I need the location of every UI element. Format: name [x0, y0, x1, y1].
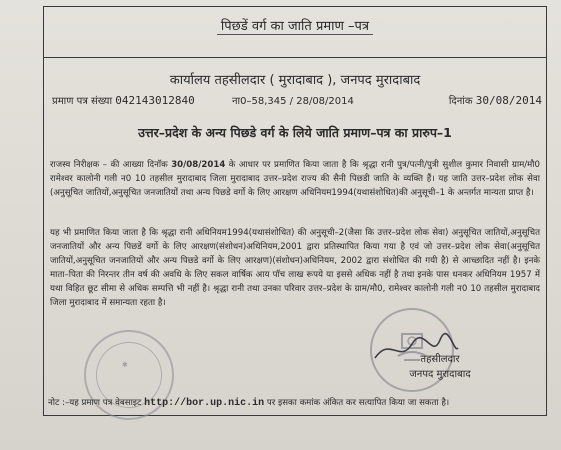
certificate-number: प्रमाण पत्र संख्या 042143012840 — [52, 94, 195, 107]
certificate-title: पिछडें वर्ग का जाति प्रमाण –पत्र — [43, 16, 547, 34]
verification-link[interactable]: http://bor.up.nic.in — [144, 398, 265, 409]
form-title: उत्तर–प्रदेश के अन्य पिछडे वर्ग के लिये जाति प्रमाण–पत्र का प्रारुप–1 — [138, 125, 452, 140]
issue-date: दिनांक 30/08/2014 — [448, 94, 542, 107]
title-box — [43, 6, 547, 58]
office-seal-stamp: ✱ — [71, 317, 186, 432]
signatory-district: जनपद मुरादाबाद — [409, 369, 471, 380]
paragraph-2: यह भी प्रमाणित किया जाता है कि श्रृद्धा रानी अधिनियम1994(यथासंशोधित) की अनुसूची–2(जैसा कि उत्तर–प्रदेश लोक सेवा) अनुसूचित जातियों,अनुसूचित जनजातियों और अन्य पिछडें वर्गो के लिए आरक्षण(संशोधन)अधिनियम,2001 द्वारा प्रतिस्थापित किया गया है एवं जो उत्तर–प्रदेश लोक सेवा(अनुसूचित जातियों,अनुसूचित जनजातियों और अन्य पिछडे वर्गो के लिए आरक्षण)(संशोधन)अधिनियम, 2002 द्वारा संशोधित की गयी है) से आच्छादित नहीं है। इनके माता–पिता की निरन्तर तीन वर्ष की अवधि के लिए सकल वार्षिक आय पॉच लाख रूपये या इससे अधिक नहीं है तथा इनके पास धनकर अधिनियम 1957 में यथा विहित छूट सीमा से अधिक सम्पत्ति भी नहीं है। श्रृद्धा रानी तथा उनका परिवार उत्तर–प्रदेश के ग्राम/मौ0, रामेश्वर कालोनी गली न0 10 तहसील मुरादाबाद जिला मुरादाबाद में समान्यता रहता है। — [50, 228, 540, 308]
register-number: ना0–58,345 / 28/08/2014 — [232, 96, 354, 107]
office-heading: कार्यालय तहसीलदार ( मुरादाबाद ), जनपद मुरादाबाद — [169, 73, 421, 88]
paragraph-1: राजस्व निरीक्षक – की आख्या दिनॉक 30/08/2014 के आधार पर प्रमाणित किया जाता है कि श्रृद्धा रानी पुत्र/पत्नी/पुत्री सुशील कुमार निवासी ग्राम/मौ0 रामेश्वर कालोनी गली न0 10 तहसील मुरादाबाद जिला मुरादाबाद उत्तर–प्रदेश राज्य की सैनी पिछडी जाति के व्यक्ति हैं। यह जाति उत्तर–प्रदेश लोक सेवा (अनुसूचित जातियों,अनुसूचित जनजातियों तथा अन्य पिछडे वर्गो के लिए आरक्षण अधिनियम1994(यथासंशोधित)की अनुसूची–1 के अन्तर्गत मान्यता प्राप्त है। — [50, 160, 540, 198]
verification-note: नोट :–यह प्रमाण पत्र वेबसाइट http://bor.up.nic.in पर इसका कमांक अंकित कर सत्यापित किया जा सकता है। — [48, 398, 450, 409]
signatory-block — [340, 352, 540, 382]
signatory-title: तहसीलदार — [420, 354, 460, 365]
certificate-meta — [52, 93, 542, 107]
